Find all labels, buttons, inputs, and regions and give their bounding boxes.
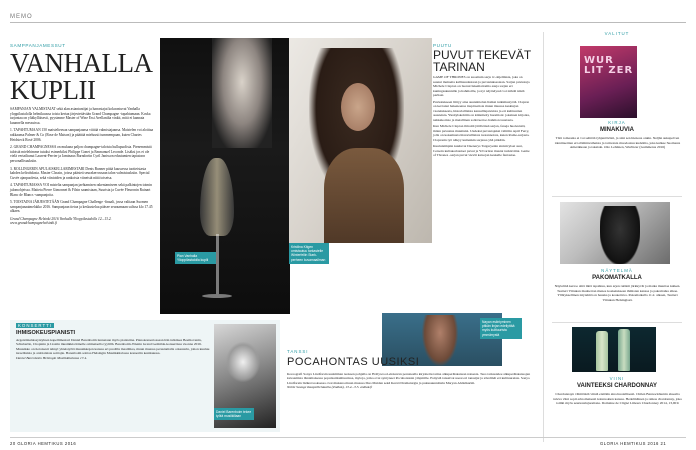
- book-review: Tätä romaania ei voi selittää tyhjentävästi, ja sinä sen hienous onkin. Neljän sukupolven identiteettien eri elämänvaiheista ja tarinoista muodostuu kudelma, joka kulkee Suomesta Amerikkaan ja takaisin. Otto Lehtinen, Wurlitzer (Gummerus 2016): [554, 136, 681, 149]
- footer-divider: [10, 437, 686, 438]
- left-headline: VANHALLA KUPLII: [10, 48, 152, 105]
- middle-section-tag: PUUTU: [433, 43, 452, 48]
- concert-body: [16, 338, 214, 360]
- left-item: 5. TOISTAINA JÄRJESTETÄÄN Grand Champagne Challenge -finaali, jossa valitaan Suomen sampanjanaaimelakko 2016. Sampanjaan tietoa ja keskustelua pääsee seuraamaan salissa klo 17.45 alkaen.: [10, 200, 153, 214]
- play-tag: NÄYTELMÄ: [601, 268, 633, 273]
- concert-footnote: Daniel Barenboim Helsingin Musiikkitalossa 17.4.: [16, 355, 88, 360]
- middle-paragraph: GAME OF THRONES on suosituin sarja tv-ohjelmista, joka on saanut mainetta kallisuudestaan ja puvustuksestaan. Sarjan puvustaja Michele Clapton on luonut lukemattomia asuja sarjan eri kuningaskunnille ja hahmoille, ja nyt näyttelyssä voi nähdä niistä parhaat.: [433, 75, 530, 97]
- woman-photo: [289, 38, 432, 243]
- left-item: 2. GRAND CHAMPAGNESSA on mukana paljon champagne-taloista hullupuolista. Pienemmistä taloistä mielehimme tutuksi esimerkiksi Philippe Gonet ja Emmanuel Leconde. Lisäksi jos ei ole vielä vertailtunut Laurent-Perrier ja Jaminaux Barndortin Cyril Janisson edustamien tapiatoon personallisuuksiin.: [10, 145, 152, 163]
- portrait-shape: [212, 38, 272, 148]
- glass-base-shape: [202, 294, 232, 298]
- dance-photo-caption: Nayan esiintyminen pitkän linjan edellyttää myös kulttuurista ymmärrystä: [480, 318, 522, 339]
- middle-paragraph: Kuuluisimpiin kuuluvat Daenerys Targaryenin sinisävyiset asut, Cersein kultakoristeiset puvut ja Yövartion mustat turkisviitat. Game of Thrones -sarjan puvut vievät katsojan keskelle fantasiaa.: [433, 144, 530, 157]
- dancer-shape: [422, 315, 458, 366]
- barenboim-caption: Daniel Barenboim tekee työtä musiikillaan: [214, 408, 254, 420]
- play-review: Näytelmä kertoo siitä mitä tapahtuu, kun arjen rutiinit järkkyvät ja matka muuttaa kaiken. Teatteri Viirukan maaherran menee kosketukseen ihmisten kanssa ja pakomatka alkaa. Yllätyksellinen näytelmä on hauska ja koskettava. Pakomatkalla 11.2. alkaen, Teatteri Viirukan Helsingissä.: [554, 284, 681, 302]
- footer-left-folio: 20 GLORIA HEMTIKUS 2016: [10, 441, 77, 446]
- book-tag: KIRJA: [608, 120, 626, 125]
- champagne-photo-caption: Pian Vanhalla Ylioppilastalolla kuplii: [175, 252, 216, 264]
- face-shape: [341, 83, 375, 131]
- play-title: PAKOMATKALLA: [592, 275, 642, 281]
- dance-title: POCAHONTAS UUSIKSI: [287, 356, 420, 368]
- top-divider: [10, 22, 686, 23]
- middle-paragraph: Kun Michele Clapton ilmoitti jättävänsä sarjan, faneja huolestutti, miten puvustus muuttuisi. Uudeksi puvustajaksi valittiin April Ferry, jolla on kokemusta historiallisista tuotannoista, kuten Rome-sarjasta. Claptonin työ näkyy kuitenkin sarjassa yhä pitkään.: [433, 124, 530, 142]
- left-article-body: [10, 107, 155, 229]
- play-photo: [560, 202, 670, 264]
- middle-headline: PUVUT TEKEVÄT TARINAN: [433, 48, 532, 74]
- portrait-shape: [226, 342, 260, 382]
- dress-shape: [324, 148, 404, 243]
- left-footnote: Grand Champagne Helsinki 2016 Vanhalla Ylioppilastalolla 12.–13.2. www.grandchampagnehelsinki.fi: [10, 216, 112, 226]
- book-cover: [580, 46, 637, 118]
- wine-photo: [572, 327, 656, 372]
- bottle-shape: [596, 331, 608, 371]
- wine-review: Chardonnayn vähittäistä viiniä etsitään aina huolellisesti. Chilen Bannockburnin alueelta tuleva viini sopii erinomaisesti kalaruokien kanssa. Hedelmäinen ja raikas chardonnay, joka toimii myös seurustelujuomana. Domaine de Cligné Limoux Chardonnay 2014, 13,90 €: [553, 392, 682, 405]
- dance-body: [287, 372, 539, 390]
- concert-tag: KONSERTTI: [18, 323, 53, 328]
- bottle-shape: [618, 329, 630, 371]
- concert-text: Argentiinalaissyntyinen kapellimestari Daniel Barenboim tunnetaan myös pianistina. Pianokonsertossaan hän tulkitsee Beethovenin, Schubertin, Chopinin ja Lisztin musiikkia hänelle ominaisella tyylillä. Barenboim-Wienin Grand Gemälde-konsertissa vuonna 2016. Muusikko on tietoisesti tehnyt yhteistyötä muusikkojen kanssa eri puolilla maailmaa, muun muassa perustamalla orkesterin, johon kuuluu israelilaisia ja arabialaisia soittajia. Barenboim soittaa Helsingin Musiikkitalossa konsertin kesäkuussa.: [16, 338, 210, 356]
- dance-tag: TANSSI: [287, 349, 309, 354]
- footer-right-folio: GLORIA HEMTIKUS 2016 21: [600, 441, 667, 446]
- left-item: 1. TAPAHTUMAAN 150 maistelteavaa sampanjaansa viittää valmistajaansa. Maistelen voi aloittaa rakkaansa Palmer & Co (Rose de Maison) ja päättää mieluusti tummempaan, kuten Chartes Heidsieck Rosé 2006.: [10, 128, 154, 142]
- dance-footnote: Noble Savage Kaapelitehtaalla (Zodiak), 13.4.–3.5. zodiak.fi: [287, 385, 373, 390]
- champagne-glass-shape: [200, 158, 234, 236]
- book-cover-text: WUR LIT ZER: [584, 55, 634, 76]
- champagne-photo: [160, 38, 290, 314]
- middle-article-body: [433, 75, 531, 160]
- left-item: 3. ROLLINGERIN APULAISKELLARIMESTARI Denis Bunner pitää kaussessa tuotteistasta kahden kelirohdasta. Master Classin, joissa päästeä seurakerrossaan talon valmistusksiin. Special Cuvée ajanpuolesta, sekä viinioiden ja rankoista viineistä niitä toisetsa.: [10, 166, 150, 180]
- dance-text: Koreografi Sonya Lindforsin uusimman teoksen pohjalla on Hollywood-elokuvan perusteella kirjoitettu tarina alkuperäiskansan naisesta. Teos tarkastelee alkuperäiskansojen kuvaamista länsimaisessa populaarikulttuurissa, mytoja, jotka ovat syntyneet Pocahontasin ympärille. Esitystä tanssivat useat eri tanssijat ja sävelmät eri kulttuureista. Sonya Lindforsin lisäksi teoksessa ovat mukana muun muassa Duo Maiden sekä Kersti Dramaturgia ja pukusuunnittelu Maryan Abdulkarim.: [287, 372, 531, 385]
- middle-paragraph: Puvustukseen liittyy aina suunnittelun lisäksi tutkimustyötä. Clapton on kertonut hakeneensa inspiraatiota muun muassa keskiajan vaatetuksesta, historiallisista kansallispuvuista ja eri kulttuurien asusteista. Yksityiskohtiin on kiinnitetty huomiota: jokainen kirjonta, nahkakoriste ja metallinen solki kertoo hahmon taustasta.: [433, 99, 530, 122]
- concert-title: IHMISOKEUSPIANISTI: [16, 330, 76, 336]
- book-title: MINAKUVIA: [600, 127, 634, 133]
- woman-photo-caption: Kristiina Kitgen omistautuu tarkastelle Winterfellin Stark-perheen kuvamaailman: [289, 243, 329, 264]
- column-divider: [543, 32, 544, 442]
- left-intro: SAMPANJAN VALMISTAJAT sekä alan asiantuntijat ja harrastajat kokoontuvat Vanhalla yloppilastalolla helmikuussa toista kertaa järjestettävään Grand Champagne -tapahtumaan. Koska tarjontaa on yltäkylläisesti, pyysimme Master of Wine Essi Avellanilta vinkit, mitä ei kannata kuunnella messuissa.: [10, 107, 151, 125]
- wine-tag: VIINI: [609, 376, 625, 381]
- divider: [552, 196, 682, 197]
- divider: [552, 322, 682, 323]
- section-label: MEMO: [10, 14, 33, 20]
- wine-title: VAINTEEKSI CHARDONNAY: [576, 383, 657, 389]
- glass-stem-shape: [216, 234, 219, 294]
- picks-heading: VALITUT: [604, 31, 630, 36]
- left-item: 4. TAPAHTUMASSA VOI mistelta sampanjan jaehtamisen rakentamiseen sekä palkintojen toimin jalomohjeissa. Maiteta Pierre Gimonnet & Filsin saamistaan, Suurista ja Cuvée Fleuronin Ruinart Blanc de Blancs -sampanjoita.: [10, 183, 152, 197]
- left-section-tag: SAMPPANJAMESSUT: [10, 43, 66, 48]
- figure-shape: [600, 206, 640, 264]
